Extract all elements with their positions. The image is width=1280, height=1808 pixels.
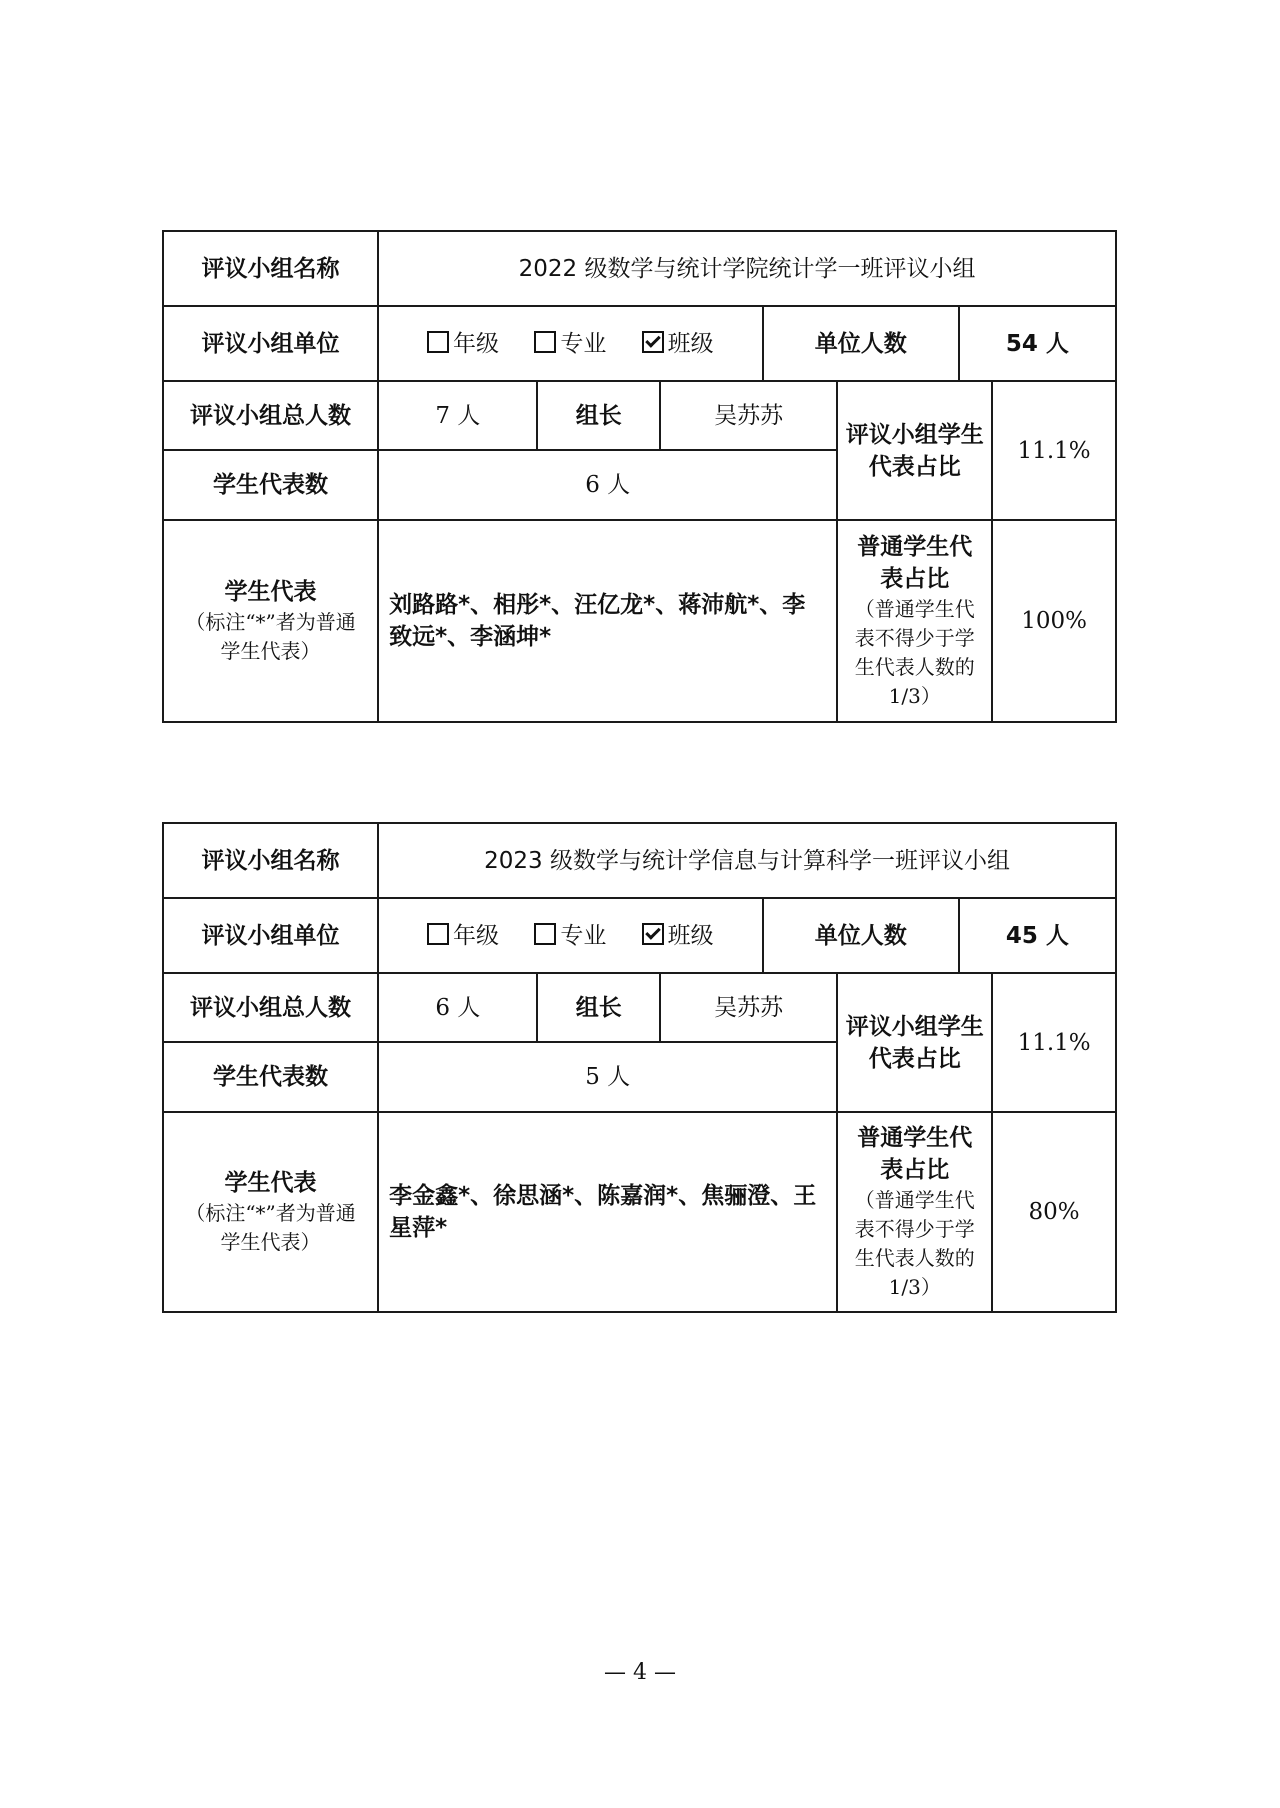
checkbox-checked-icon[interactable] bbox=[642, 923, 664, 945]
page-number: — 4 — bbox=[604, 1660, 676, 1685]
group-name-label: 评议小组名称 bbox=[163, 823, 378, 898]
ordinary-label-cell bbox=[837, 1112, 992, 1312]
unit-options bbox=[378, 306, 763, 381]
reps-label: 学生代表 bbox=[224, 579, 317, 605]
unit-count-label: 单位人数 bbox=[763, 306, 959, 381]
group-name-label: 评议小组名称 bbox=[163, 231, 378, 306]
leader-value: 吴苏苏 bbox=[660, 381, 837, 450]
ordinary-ratio-value: 80% bbox=[992, 1112, 1116, 1312]
option-grade[interactable]: 年级 bbox=[427, 923, 499, 949]
group-name-value: 2023 级数学与统计学信息与计算科学一班评议小组 bbox=[378, 823, 1116, 898]
group-name-value: 2022 级数学与统计学院统计学一班评议小组 bbox=[378, 231, 1116, 306]
checkbox-icon[interactable] bbox=[534, 331, 556, 353]
unit-count-value: 54 人 bbox=[959, 306, 1116, 381]
ratio-label: 评议小组学生代表占比 bbox=[837, 973, 992, 1112]
ordinary-label: 普通学生代表占比 bbox=[857, 1125, 973, 1183]
checkbox-icon[interactable] bbox=[427, 923, 449, 945]
unit-count-label: 单位人数 bbox=[763, 898, 959, 973]
ordinary-ratio-value: 100% bbox=[992, 520, 1116, 722]
ordinary-label: 普通学生代表占比 bbox=[857, 534, 973, 592]
review-group-table-1 bbox=[162, 230, 1117, 723]
option-class[interactable]: 班级 bbox=[642, 923, 714, 949]
unit-options bbox=[378, 898, 763, 973]
ordinary-note: （普通学生代表不得少于学生代表人数的1/3） bbox=[854, 1188, 975, 1299]
ratio-label: 评议小组学生代表占比 bbox=[837, 381, 992, 520]
reps-note: （标注“*”者为普通学生代表） bbox=[185, 1201, 356, 1254]
ratio-value: 11.1% bbox=[992, 381, 1116, 520]
total-label: 评议小组总人数 bbox=[163, 973, 378, 1042]
reps-label: 学生代表 bbox=[224, 1170, 317, 1196]
option-class[interactable]: 班级 bbox=[642, 331, 714, 357]
rep-count-value: 6 人 bbox=[378, 450, 837, 520]
reps-list: 刘路路*、相彤*、汪亿龙*、蒋沛航*、李致远*、李涵坤* bbox=[378, 520, 837, 722]
review-group-table-2 bbox=[162, 822, 1117, 1313]
reps-label-cell bbox=[163, 1112, 378, 1312]
total-label: 评议小组总人数 bbox=[163, 381, 378, 450]
ordinary-label-cell bbox=[837, 520, 992, 722]
unit-label: 评议小组单位 bbox=[163, 898, 378, 973]
reps-list: 李金鑫*、徐思涵*、陈嘉润*、焦骊澄、王星萍* bbox=[378, 1112, 837, 1312]
leader-label: 组长 bbox=[537, 973, 660, 1042]
checkbox-icon[interactable] bbox=[534, 923, 556, 945]
total-value: 6 人 bbox=[378, 973, 537, 1042]
reps-label-cell bbox=[163, 520, 378, 722]
unit-label: 评议小组单位 bbox=[163, 306, 378, 381]
ordinary-note: （普通学生代表不得少于学生代表人数的1/3） bbox=[854, 597, 975, 708]
rep-count-value: 5 人 bbox=[378, 1042, 837, 1112]
checkbox-icon[interactable] bbox=[427, 331, 449, 353]
leader-label: 组长 bbox=[537, 381, 660, 450]
total-value: 7 人 bbox=[378, 381, 537, 450]
rep-count-label: 学生代表数 bbox=[163, 1042, 378, 1112]
checkbox-checked-icon[interactable] bbox=[642, 331, 664, 353]
option-grade[interactable]: 年级 bbox=[427, 331, 499, 357]
option-major[interactable]: 专业 bbox=[534, 923, 606, 949]
rep-count-label: 学生代表数 bbox=[163, 450, 378, 520]
unit-count-value: 45 人 bbox=[959, 898, 1116, 973]
ratio-value: 11.1% bbox=[992, 973, 1116, 1112]
reps-note: （标注“*”者为普通学生代表） bbox=[185, 610, 356, 663]
option-major[interactable]: 专业 bbox=[534, 331, 606, 357]
leader-value: 吴苏苏 bbox=[660, 973, 837, 1042]
